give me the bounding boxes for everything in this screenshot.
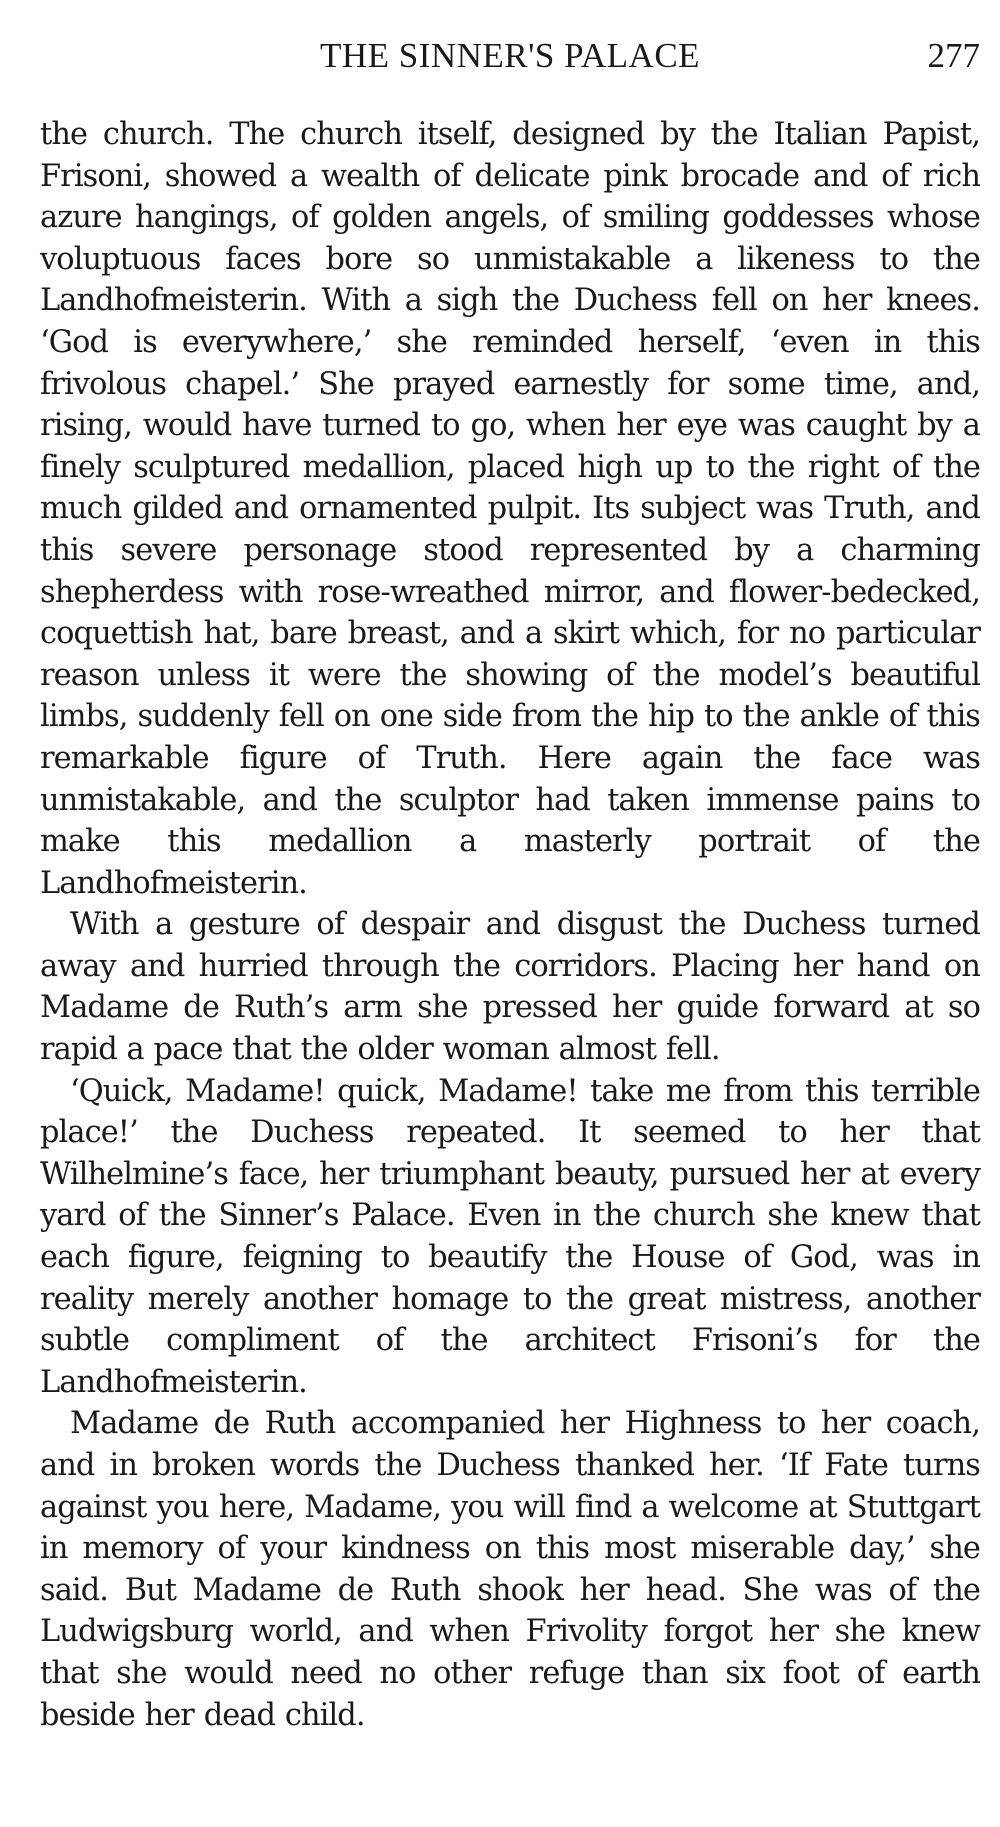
paragraph-quick-madame: ‘Quick, Madame! quick, Madame! take me from this terrible place!’ the Duchess repeated. It seemed to her that Wilhelmine’s face, her triumphant beauty, pursued her at every yard of the Sinner’s Palace. Even in the church she knew that each figure, feigning to beautify the House of God, was in reality merely another homage to the great mistress, another subtle compliment of the architect Frisoni’s for the Landhofmeisterin. [40,1073,980,1400]
running-head [40,36,980,84]
body-text [40,114,980,1736]
paragraph-continued: the church. The church itself, designed by the Italian Papist, Frisoni, showed a wealth of delicate pink brocade and of rich azure hangings, of golden angels, of smiling goddesses whose voluptuous faces bore so unmistakable a likeness to the Landhofmeisterin. With a sigh the Duchess fell on her knees. ‘God is everywhere,’ she reminded herself, ‘even in this frivolous chapel.’ She prayed earnestly for some time, and, rising, would have turned to go, when her eye was caught by a finely sculptured medallion, placed high up to the right of the much gilded and ornamented pulpit. Its subject was Truth, and this severe personage stood represented by a charming shepherdess with rose-wreathed mirror, and flower-bedecked, coquettish hat, bare breast, and a skirt which, for no particular reason unless it were the showing of the model’s beautiful limbs, suddenly fell on one side from the hip to the ankle of this remarkable figure of Truth. Here again the face was unmistakable, and the sculptor had taken immense pains to make this medallion a masterly portrait of the Landhofmeisterin. [40,117,980,901]
paragraph-coach: Madame de Ruth accompanied her Highness to her coach, and in broken words the Duchess thanked her. ‘If Fate turns against you here, Madame, you will find a welcome at Stuttgart in memory of your kindness on this most miserable day,’ she said. But Madame de Ruth shook her head. She was of the Ludwigsburg world, and when Frivolity forgot her she knew that she would need no other refuge than six foot of earth beside her dead child. [40,1406,980,1733]
running-title: THE SINNER'S PALACE [319,36,701,75]
page-number: 277 [927,36,980,75]
paragraph-despair: With a gesture of despair and disgust the Duchess turned away and hurried through the corridors. Placing her hand on Madame de Ruth’s arm she pressed her guide forward at so rapid a pace that the older woman almost fell. [40,907,980,1068]
